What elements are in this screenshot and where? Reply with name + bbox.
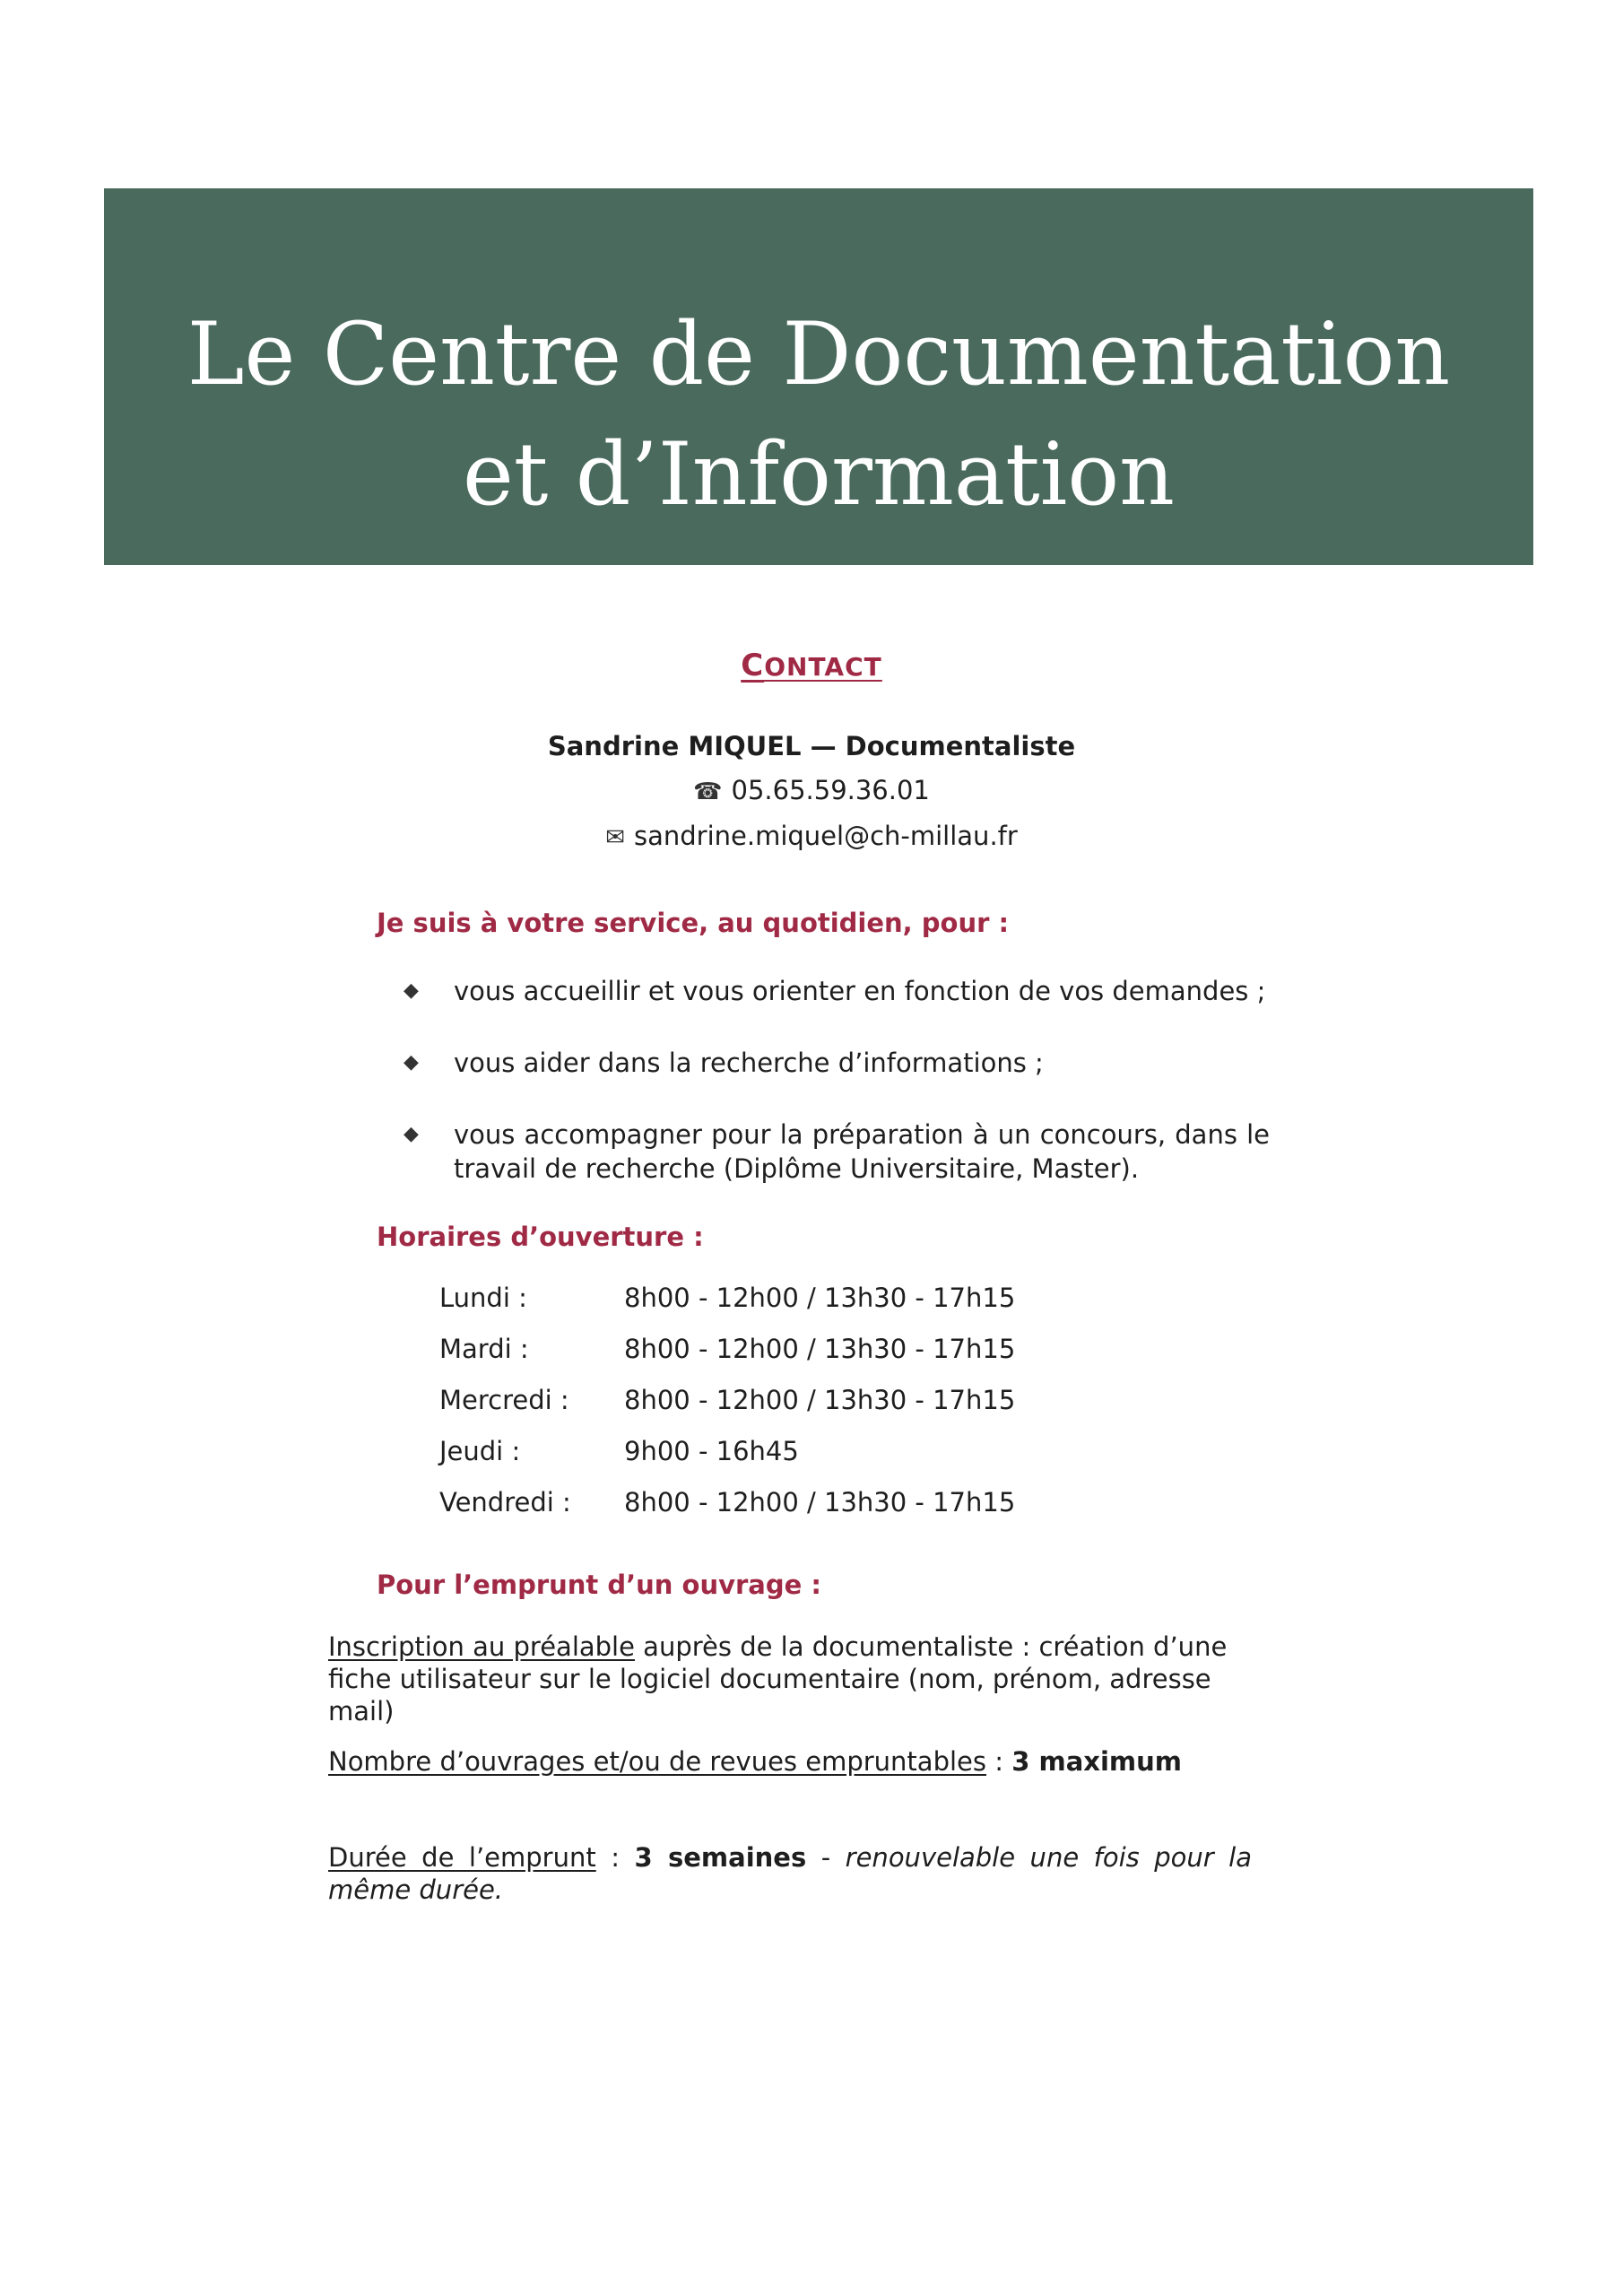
hours-time: 8h00 - 12h00 / 13h30 - 17h15: [624, 1486, 1016, 1518]
loan-duration-paragraph: [328, 1841, 1252, 1906]
page-title: [104, 294, 1533, 535]
list-item-text: vous accueillir et vous orienter en fonction de vos demandes ;: [454, 976, 1266, 1006]
hours-day: Jeudi :: [439, 1435, 521, 1466]
hours-time: 8h00 - 12h00 / 13h30 - 17h15: [624, 1333, 1016, 1364]
list-item: [404, 1046, 1270, 1080]
list-item-text: vous aider dans la recherche d’informations ;: [454, 1048, 1044, 1078]
loan-count-label: Nombre d’ouvrages et/ou de revues empruntables: [328, 1746, 986, 1777]
diamond-bullet-icon: ◆: [404, 979, 419, 1002]
title-banner: [104, 188, 1533, 565]
table-row: [439, 1425, 1015, 1476]
loan-duration-dash: -: [806, 1842, 846, 1873]
service-list: [404, 974, 1270, 1186]
hours-time: 9h00 - 16h45: [624, 1435, 799, 1466]
loan-title: Pour l’emprunt d’un ouvrage :: [377, 1570, 822, 1600]
loan-duration-separator: :: [595, 1842, 635, 1873]
contact-name: Sandrine MIQUEL — Documentaliste: [547, 731, 1076, 761]
contact-block: [0, 725, 1623, 860]
hours-time: 8h00 - 12h00 / 13h30 - 17h15: [624, 1384, 1016, 1415]
contact-heading-initial: C: [741, 648, 765, 683]
telephone-icon: ☎: [693, 778, 723, 805]
loan-duration-label: Durée de l’emprunt: [328, 1842, 596, 1873]
registration-paragraph: [328, 1631, 1252, 1727]
table-row: [439, 1272, 1015, 1323]
diamond-bullet-icon: ◆: [404, 1123, 419, 1145]
hours-title: Horaires d’ouverture :: [377, 1222, 704, 1252]
loan-duration-note: renouvelable une fois pour la même durée.: [328, 1842, 1252, 1905]
registration-text: auprès de la documentaliste : création d’une fiche utilisateur sur le logiciel documentaire (nom, prénom, adresse mail): [328, 1631, 1228, 1726]
table-row: [439, 1476, 1015, 1527]
hours-day: Mardi :: [439, 1333, 529, 1364]
mail-icon: ✉: [605, 824, 625, 851]
list-item: [404, 1118, 1270, 1186]
contact-phone: 05.65.59.36.01: [731, 775, 930, 805]
hours-day: Mercredi :: [439, 1384, 569, 1415]
contact-heading-rest: ONTACT: [764, 652, 882, 682]
hours-time: 8h00 - 12h00 / 13h30 - 17h15: [624, 1282, 1016, 1313]
page-title-line-1: Le Centre de Documentation: [187, 304, 1451, 404]
loan-count-value: 3 maximum: [1011, 1746, 1183, 1777]
contact-heading: [0, 648, 1623, 683]
loan-count-separator: :: [986, 1746, 1012, 1777]
loan-duration-value: 3 semaines: [634, 1842, 807, 1873]
diamond-bullet-icon: ◆: [404, 1051, 419, 1074]
loan-count-paragraph: [328, 1745, 1252, 1778]
contact-phone-line: [0, 769, 1623, 814]
hours-day: Lundi :: [439, 1282, 527, 1313]
hours-table: [439, 1272, 1015, 1527]
table-row: [439, 1374, 1015, 1425]
contact-email-line: [0, 814, 1623, 860]
page-title-line-2: et d’Information: [462, 424, 1175, 525]
registration-label: Inscription au préalable: [328, 1631, 635, 1662]
table-row: [439, 1323, 1015, 1374]
hours-day: Vendredi :: [439, 1486, 571, 1518]
list-item-text: vous accompagner pour la préparation à un concours, dans le travail de recherche (Diplôme Universitaire, Master).: [454, 1119, 1270, 1184]
list-item: [404, 974, 1270, 1008]
contact-email[interactable]: sandrine.miquel@ch-millau.fr: [634, 821, 1018, 851]
service-title: Je suis à votre service, au quotidien, pour :: [377, 908, 1010, 938]
